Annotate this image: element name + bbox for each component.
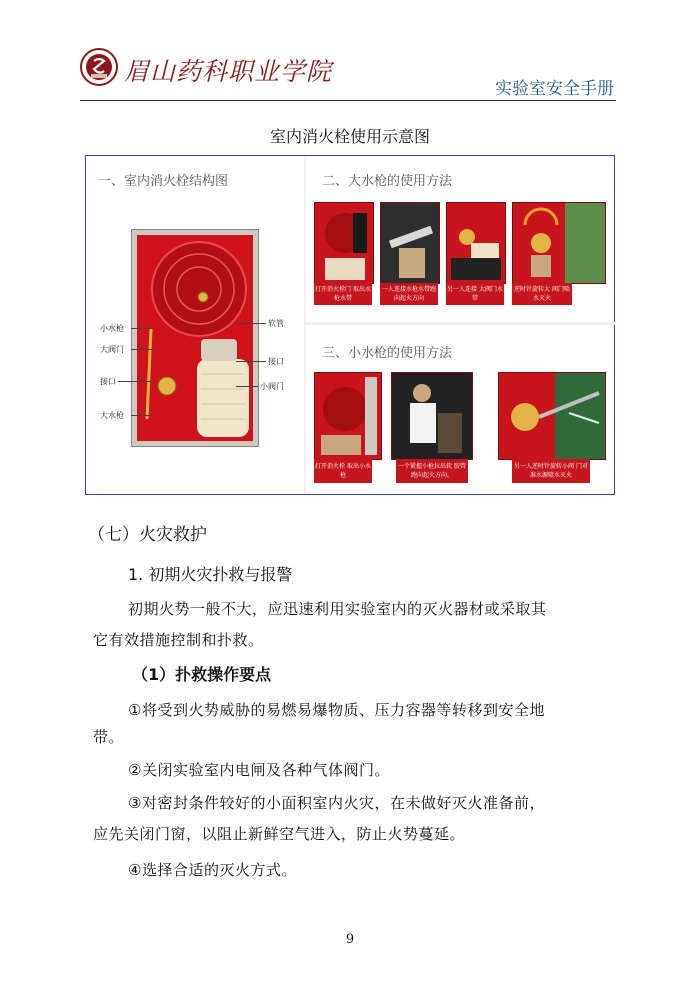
leader-line: [236, 361, 266, 362]
step-caption: 一个紧握小枪拉出软 胶管跑向起火方向。: [396, 459, 468, 483]
paragraph-line: 它有效措施控制和扑救。: [93, 631, 264, 649]
step-photo: [512, 202, 606, 284]
label-connector-right: 接口: [268, 357, 284, 366]
leader-line: [131, 349, 153, 350]
step-photo: [314, 202, 374, 284]
paragraph-line: ①将受到火势威胁的易燃易爆物质、压力容器等转移到安全地: [128, 701, 545, 719]
header-divider: [80, 100, 616, 101]
paragraph-line: ③对密封条件较好的小面积室内火灾，在未做好灭火准备前，: [128, 794, 545, 812]
leader-line: [118, 381, 153, 382]
step-photo: [498, 372, 606, 460]
leader-line: [131, 415, 151, 416]
step-caption: 另一人连接 大阀门水带: [446, 283, 504, 305]
step-photo: [446, 202, 506, 284]
document-title: 实验室安全手册: [495, 79, 614, 99]
page-number: 9: [345, 932, 355, 947]
step-photo: [380, 202, 440, 284]
figure-divider: [304, 156, 306, 494]
label-small-valve: 小阀门: [260, 382, 284, 391]
label-small-nozzle: 小水枪: [100, 324, 124, 333]
page-header: [80, 42, 620, 100]
section1-title: 一、室内消火栓结构图: [98, 174, 229, 189]
paragraph-line: 应先关闭门窗，以阻止新鲜空气进入，防止火势蔓延。: [93, 825, 466, 843]
label-large-valve: 大阀门: [100, 345, 124, 354]
step-caption: 逆时针旋转大 阀门喷水灭火: [512, 283, 572, 305]
step-caption: 一人连接水枪水带跑向起火方向: [380, 283, 438, 305]
figure-title: 室内消火栓使用示意图: [269, 127, 430, 146]
paragraph-line: 初期火势一般不大，应迅速利用实验室内的灭火器材或采取其: [128, 600, 547, 618]
step-photo: [314, 372, 382, 460]
leader-line: [236, 323, 266, 324]
step-caption: 打开消火栓 取出小水枪: [314, 459, 372, 483]
hydrant-figure: [85, 155, 615, 495]
paragraph-line: ④选择合适的灭火方式。: [128, 861, 297, 879]
label-connector-left: 接口: [100, 377, 116, 386]
item-heading: （1）扑救操作要点: [132, 665, 272, 684]
label-large-nozzle: 大水枪: [100, 411, 124, 420]
step-caption: 打开消火栓门 取出水枪水带: [314, 283, 372, 305]
figure-divider: [306, 322, 616, 325]
step-caption: 另一人逆时针旋转小阀 门对准水源喷水灭火: [512, 459, 590, 483]
paragraph-line: ②关闭实验室内电闸及各种气体阀门。: [128, 761, 390, 779]
school-seal-icon: [80, 48, 118, 86]
sub-heading: 1. 初期火灾扑救与报警: [128, 565, 293, 584]
label-hose: 软管: [268, 319, 284, 328]
section2-title: 二、大水枪的使用方法: [322, 174, 453, 189]
step-photo: [391, 372, 473, 460]
leader-line: [236, 386, 258, 387]
section3-title: 三、小水枪的使用方法: [322, 346, 453, 361]
section-heading: （七）火灾救护: [88, 525, 207, 545]
paragraph-line: 带。: [93, 728, 125, 746]
leader-line: [131, 328, 153, 329]
school-name-logo: 眉山药科职业学院: [124, 57, 333, 86]
